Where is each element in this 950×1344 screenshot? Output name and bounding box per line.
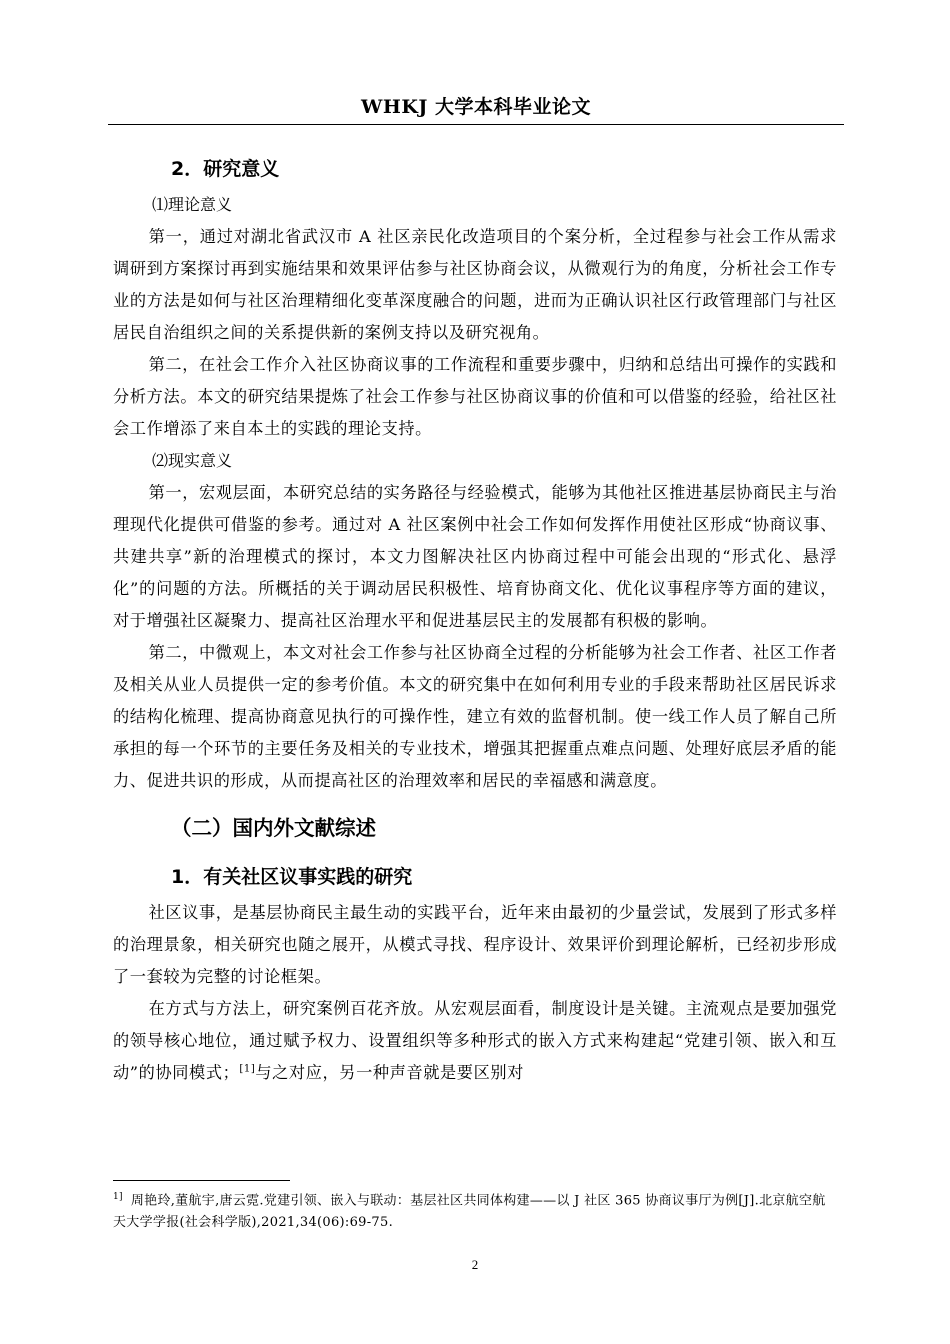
section-heading-literature-review: （二）国内外文献综述	[171, 816, 376, 840]
paragraph: 第一，宏观层面，本研究总结的实务路径与经验模式，能够为其他社区推进基层协商民主与治理现代化提供可借鉴的参考。通过对 A 社区案例中社会工作如何发挥作用使社区形成“协商议事、共建共享”新的治理模式的探讨，本文力图解决社区内协商过程中可能会出现的“形式化、悬浮化”的问题的方法。所概括的关于调动居民积极性、培育协商文化、优化议事程序等方面的建议，对于增强社区凝聚力、提高社区治理水平和促进基层民主的发展都有积极的影响。	[113, 483, 837, 630]
paragraph: 第二，中微观上，本文对社会工作参与社区协商全过程的分析能够为社会工作者、社区工作者及相关从业人员提供一定的参考价值。本文的研究集中在如何利用专业的手段来帮助社区居民诉求的结构化梳理、提高协商意见执行的可操作性，建立有效的监督机制。使一线工作人员了解自己所承担的每一个环节的主要任务及相关的专业技术，增强其把握重点难点问题、处理好底层矛盾的能力、促进共识的形成，从而提高社区的治理效率和居民的幸福感和满意度。	[113, 643, 837, 790]
paragraph: 第一，通过对湖北省武汉市 A 社区亲民化改造项目的个案分析，全过程参与社会工作从需求调研到方案探讨再到实施结果和效果评估参与社区协商会议，从微观行为的角度，分析社会工作专业的方法是如何与社区治理精细化变革深度融合的问题，进而为正确认识社区行政管理部门与社区居民自治组织之间的关系提供新的案例支持以及研究视角。	[113, 227, 837, 342]
paragraph-text: 在方式与方法上，研究案例百花齐放。从宏观层面看，制度设计是关键。主流观点是要加强党的领导核心地位，通过赋予权力、设置组织等多种形式的嵌入方式来构建起“党建引领、嵌入和互动”的协同模式；	[113, 999, 837, 1082]
section-heading-community-deliberation: 1．有关社区议事实践的研究	[171, 866, 413, 888]
citation-ref[interactable]: [1]	[239, 1063, 256, 1075]
footnote-rule	[113, 1180, 290, 1181]
subheading-theoretical-significance: ⑴理论意义	[152, 195, 233, 214]
running-header: WHKJ 大学本科毕业论文	[361, 96, 591, 118]
paragraph: 社区议事，是基层协商民主最生动的实践平台，近年来由最初的少量尝试，发展到了形式多样的治理景象，相关研究也随之展开，从模式寻找、程序设计、效果评价到理论解析，已经初步形成了一套较为完整的讨论框架。	[113, 903, 837, 986]
body-content	[113, 143, 837, 1089]
section-heading-research-significance: 2．研究意义	[171, 158, 280, 180]
subheading-practical-significance: ⑵现实意义	[152, 451, 233, 470]
paragraph	[113, 993, 837, 1089]
footnote-text: 周艳玲,董航宇,唐云霓.党建引领、嵌入与联动：基层社区共同体构建——以 J 社区 365 协商议事厅为例[J].北京航空航天大学学报(社会科学版),2021,34(06):69-75.	[113, 1193, 826, 1231]
footnote	[113, 1186, 837, 1234]
header-rule	[108, 124, 844, 125]
paragraph: 第二，在社会工作介入社区协商议事的工作流程和重要步骤中，归纳和总结出可操作的实践和分析方法。本文的研究结果提炼了社会工作参与社区协商议事的价值和可以借鉴的经验，给社区社会工作增添了来自本土的实践的理论支持。	[113, 355, 837, 438]
page-number: 2	[471, 1257, 479, 1272]
paragraph-text: 与之对应，另一种声音就是要区别对	[255, 1063, 524, 1082]
footnote-mark: 1]	[113, 1192, 123, 1202]
